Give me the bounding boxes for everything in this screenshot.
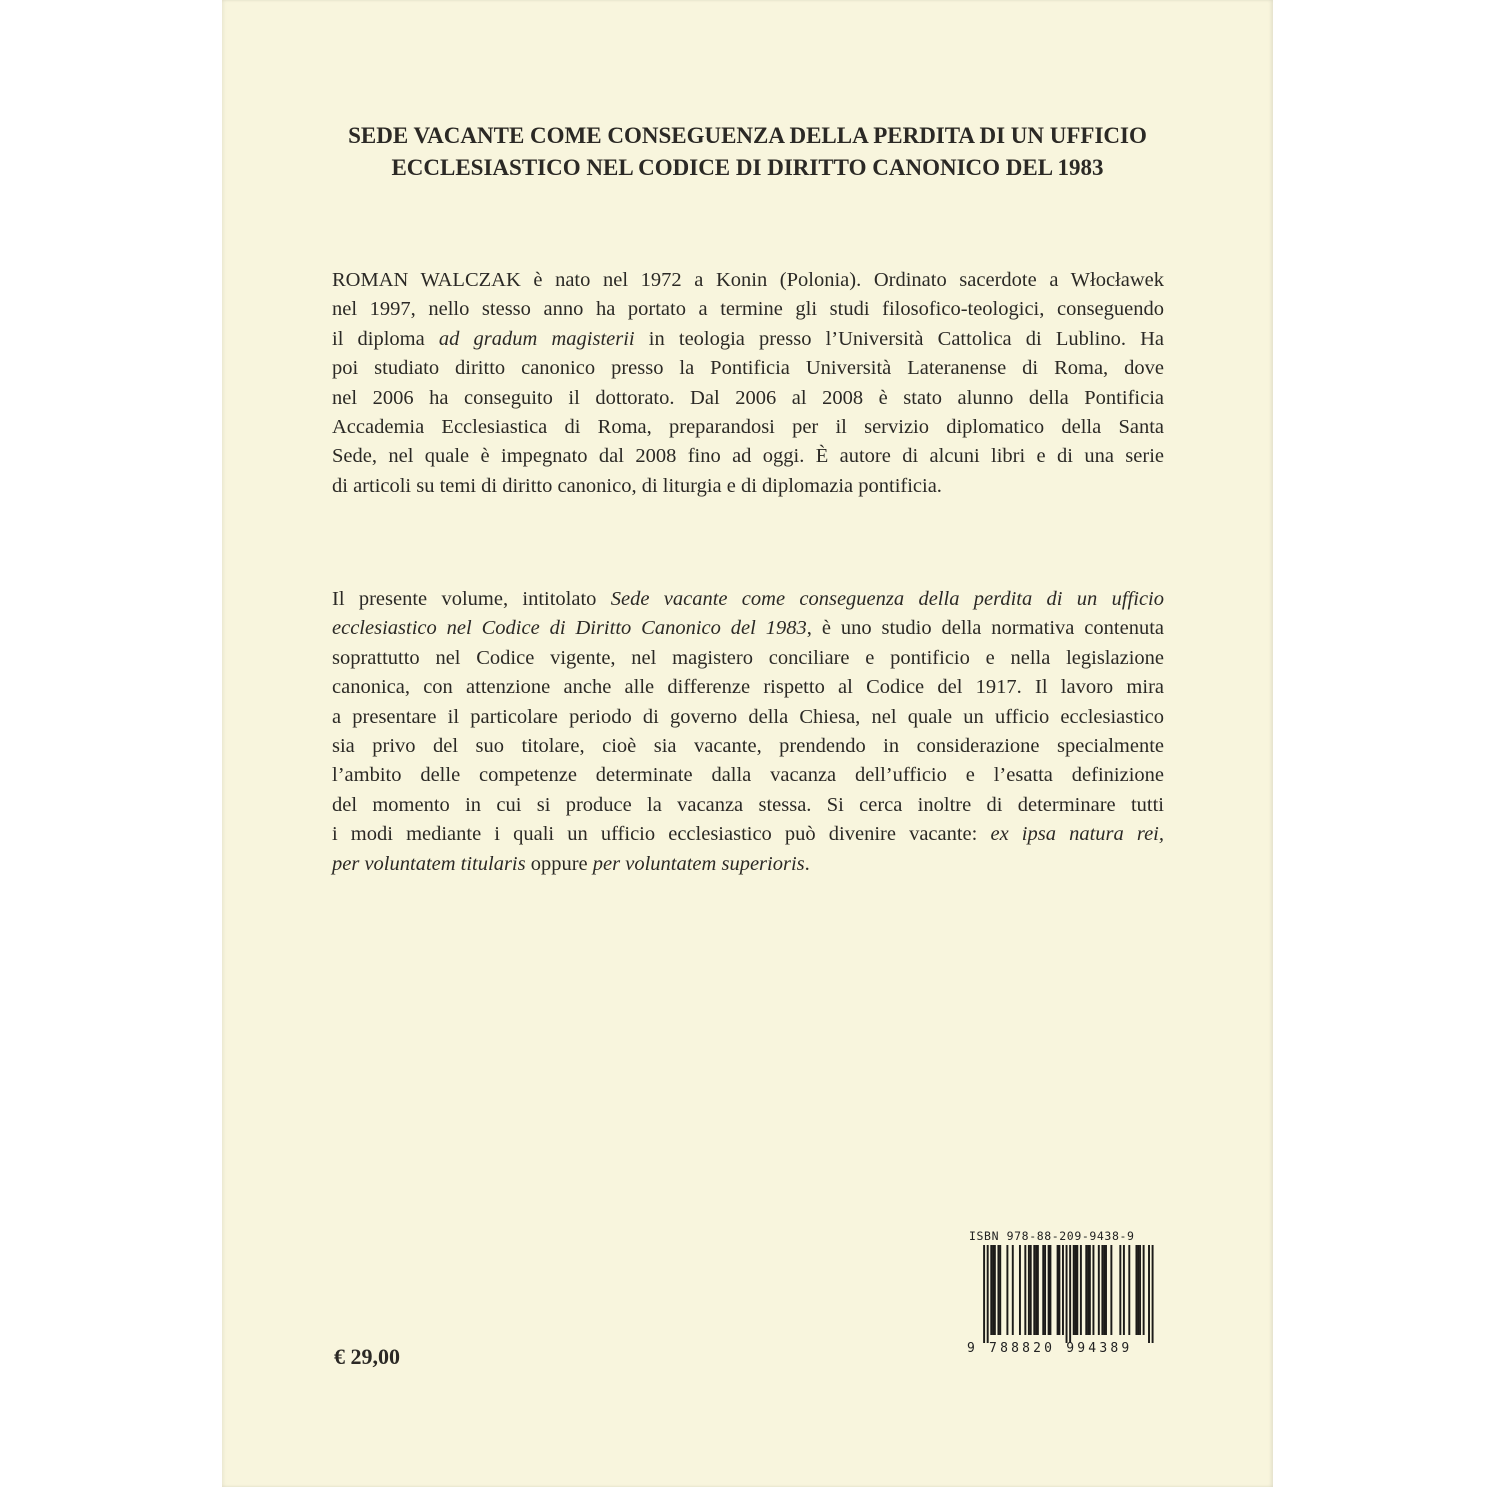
bio-text: il diploma: [332, 327, 439, 350]
barcode-bar: [1087, 1245, 1089, 1335]
barcode-bar: [1128, 1245, 1130, 1335]
desc-italic-text: ex ipsa natura rei,: [990, 823, 1164, 846]
barcode-bar: [1012, 1245, 1014, 1335]
barcode-bar: [1105, 1245, 1107, 1335]
bio-line: Accademia Ecclesiastica di Roma, preparandosi per il servizio diplomatico della Santa: [332, 416, 1164, 439]
bio-line: nel 2006 ha conseguito il dottorato. Dal 2006 al 2008 è stato alunno della Pontificia: [332, 386, 1164, 409]
barcode-bar: [997, 1245, 999, 1335]
book-title: [222, 120, 1273, 184]
desc-italic-text: Sede vacante come conseguenza della perdita di un ufficio: [610, 588, 1164, 610]
bio-text: in teologia presso l’Università Cattolica di Lublino. Ha: [634, 327, 1164, 350]
barcode-bar: [1143, 1245, 1145, 1335]
barcode-bar: [1075, 1245, 1077, 1335]
bio-line: ROMAN WALCZAK è nato nel 1972 a Konin (Polonia). Ordinato sacerdote a Włocławek: [332, 269, 1164, 291]
desc-line: sia privo del suo titolare, cioè sia vacante, prendendo in considerazione specialmente: [332, 735, 1164, 758]
barcode-bars: [967, 1245, 1157, 1343]
barcode-bar: [1044, 1245, 1046, 1335]
bio-line: nel 1997, nello stesso anno ha portato a termine gli studi filosofico-teologici, conseguendo: [332, 298, 1164, 321]
barcode-bar: [1092, 1245, 1094, 1335]
book-description: [332, 585, 1164, 879]
barcode-bar: [1110, 1245, 1112, 1335]
barcode-bar: [1062, 1245, 1064, 1335]
bio-line: Sede, nel quale è impegnato dal 2008 fino ad oggi. È autore di alcuni libri e di una serie: [332, 445, 1164, 468]
desc-line: a presentare il particolare periodo di governo della Chiesa, nel quale un ufficio ecclesiastico: [332, 705, 1164, 728]
barcode-bar: [999, 1245, 1001, 1335]
price-label: € 29,00: [334, 1344, 400, 1369]
bio-line: di articoli su temi di diritto canonico, di liturgia e di diplomazia pontificia.: [332, 474, 942, 497]
isbn-barcode: [967, 1229, 1157, 1359]
bio-line: [332, 325, 1164, 354]
barcode-bar: [994, 1245, 996, 1335]
isbn-label: ISBN 978-88-209-9438-9: [969, 1229, 1135, 1243]
barcode-bar: [1080, 1245, 1082, 1335]
barcode-bar: [1076, 1245, 1078, 1335]
desc-line: soprattutto nel Codice vigente, nel magistero conciliare e pontificio e nella legislazione: [332, 646, 1164, 669]
barcode-bar: [1019, 1245, 1021, 1335]
barcode-digits: 9 788820 994389: [967, 1341, 1133, 1356]
desc-text: , è uno studio della normativa contenuta: [806, 617, 1164, 640]
barcode-bar: [1135, 1245, 1137, 1335]
barcode-bar: [1139, 1245, 1141, 1335]
barcode-bar: [1037, 1245, 1039, 1335]
barcode-bar: [1006, 1245, 1008, 1335]
barcode-bar: [1119, 1245, 1121, 1335]
barcode-bar: [1101, 1245, 1103, 1335]
barcode-bar: [1066, 1245, 1068, 1343]
barcode-bar: [1123, 1245, 1125, 1335]
barcode-bar: [1028, 1245, 1030, 1335]
bio-line: poi studiato diritto canonico presso la Pontificia Università Lateranense di Roma, dove: [332, 357, 1164, 380]
barcode-bar: [1085, 1245, 1087, 1335]
desc-italic-text: per voluntatem superioris: [592, 852, 805, 875]
desc-line: [332, 585, 1164, 614]
author-biography: [332, 266, 1164, 501]
barcode-bar: [1049, 1245, 1051, 1335]
desc-italic-text: ecclesiastico nel Codice di Diritto Canonico del 1983: [332, 617, 807, 640]
desc-line: [332, 820, 1164, 849]
barcode-bar: [1152, 1245, 1154, 1343]
desc-line: canonica, con attenzione anche alle differenze rispetto al Codice del 1917. Il lavoro mira: [332, 676, 1164, 699]
barcode-bar: [1148, 1245, 1150, 1343]
desc-line: l’ambito delle competenze determinate dalla vacanza dell’ufficio e l’esatta definizione: [332, 764, 1164, 787]
desc-line: [332, 614, 1164, 643]
barcode-bar: [1098, 1245, 1100, 1335]
barcode-bar: [1058, 1245, 1060, 1335]
barcode-bar: [1073, 1245, 1075, 1335]
title-line: SEDE VACANTE COME CONSEGUENZA DELLA PERDITA DI UN UFFICIO: [348, 123, 1147, 148]
desc-text: oppure: [525, 852, 593, 875]
barcode-bar: [987, 1245, 989, 1343]
desc-text: Il presente volume, intitolato: [332, 588, 611, 610]
desc-text: i modi mediante i quali un ufficio ecclesiastico può divenire vacante:: [332, 823, 991, 846]
desc-line: del momento in cui si produce la vacanza stessa. Si cerca inoltre di determinare tutti: [332, 793, 1164, 816]
desc-italic-text: per voluntatem titularis: [332, 852, 526, 875]
barcode-bar: [1057, 1245, 1059, 1335]
desc-line: [332, 850, 1164, 879]
barcode-bar: [1042, 1245, 1044, 1335]
barcode-bar: [1048, 1245, 1050, 1335]
barcode-bar: [983, 1245, 985, 1343]
barcode-bar: [992, 1245, 994, 1335]
barcode-bar: [1089, 1245, 1091, 1335]
desc-text: .: [804, 852, 810, 875]
barcode-bar: [1103, 1245, 1105, 1335]
barcode-bar: [1035, 1245, 1037, 1335]
barcode-bar: [990, 1245, 992, 1335]
book-back-cover: [222, 0, 1273, 1487]
barcode-bar: [1030, 1245, 1032, 1335]
barcode-bar: [1137, 1245, 1139, 1335]
bio-italic-text: ad gradum magisterii: [438, 327, 635, 350]
title-line: ECCLESIASTICO NEL CODICE DI DIRITTO CANONICO DEL 1983: [391, 155, 1104, 180]
barcode-bar: [1024, 1245, 1026, 1335]
barcode-bar: [1033, 1245, 1035, 1335]
barcode-bar: [1069, 1245, 1071, 1343]
